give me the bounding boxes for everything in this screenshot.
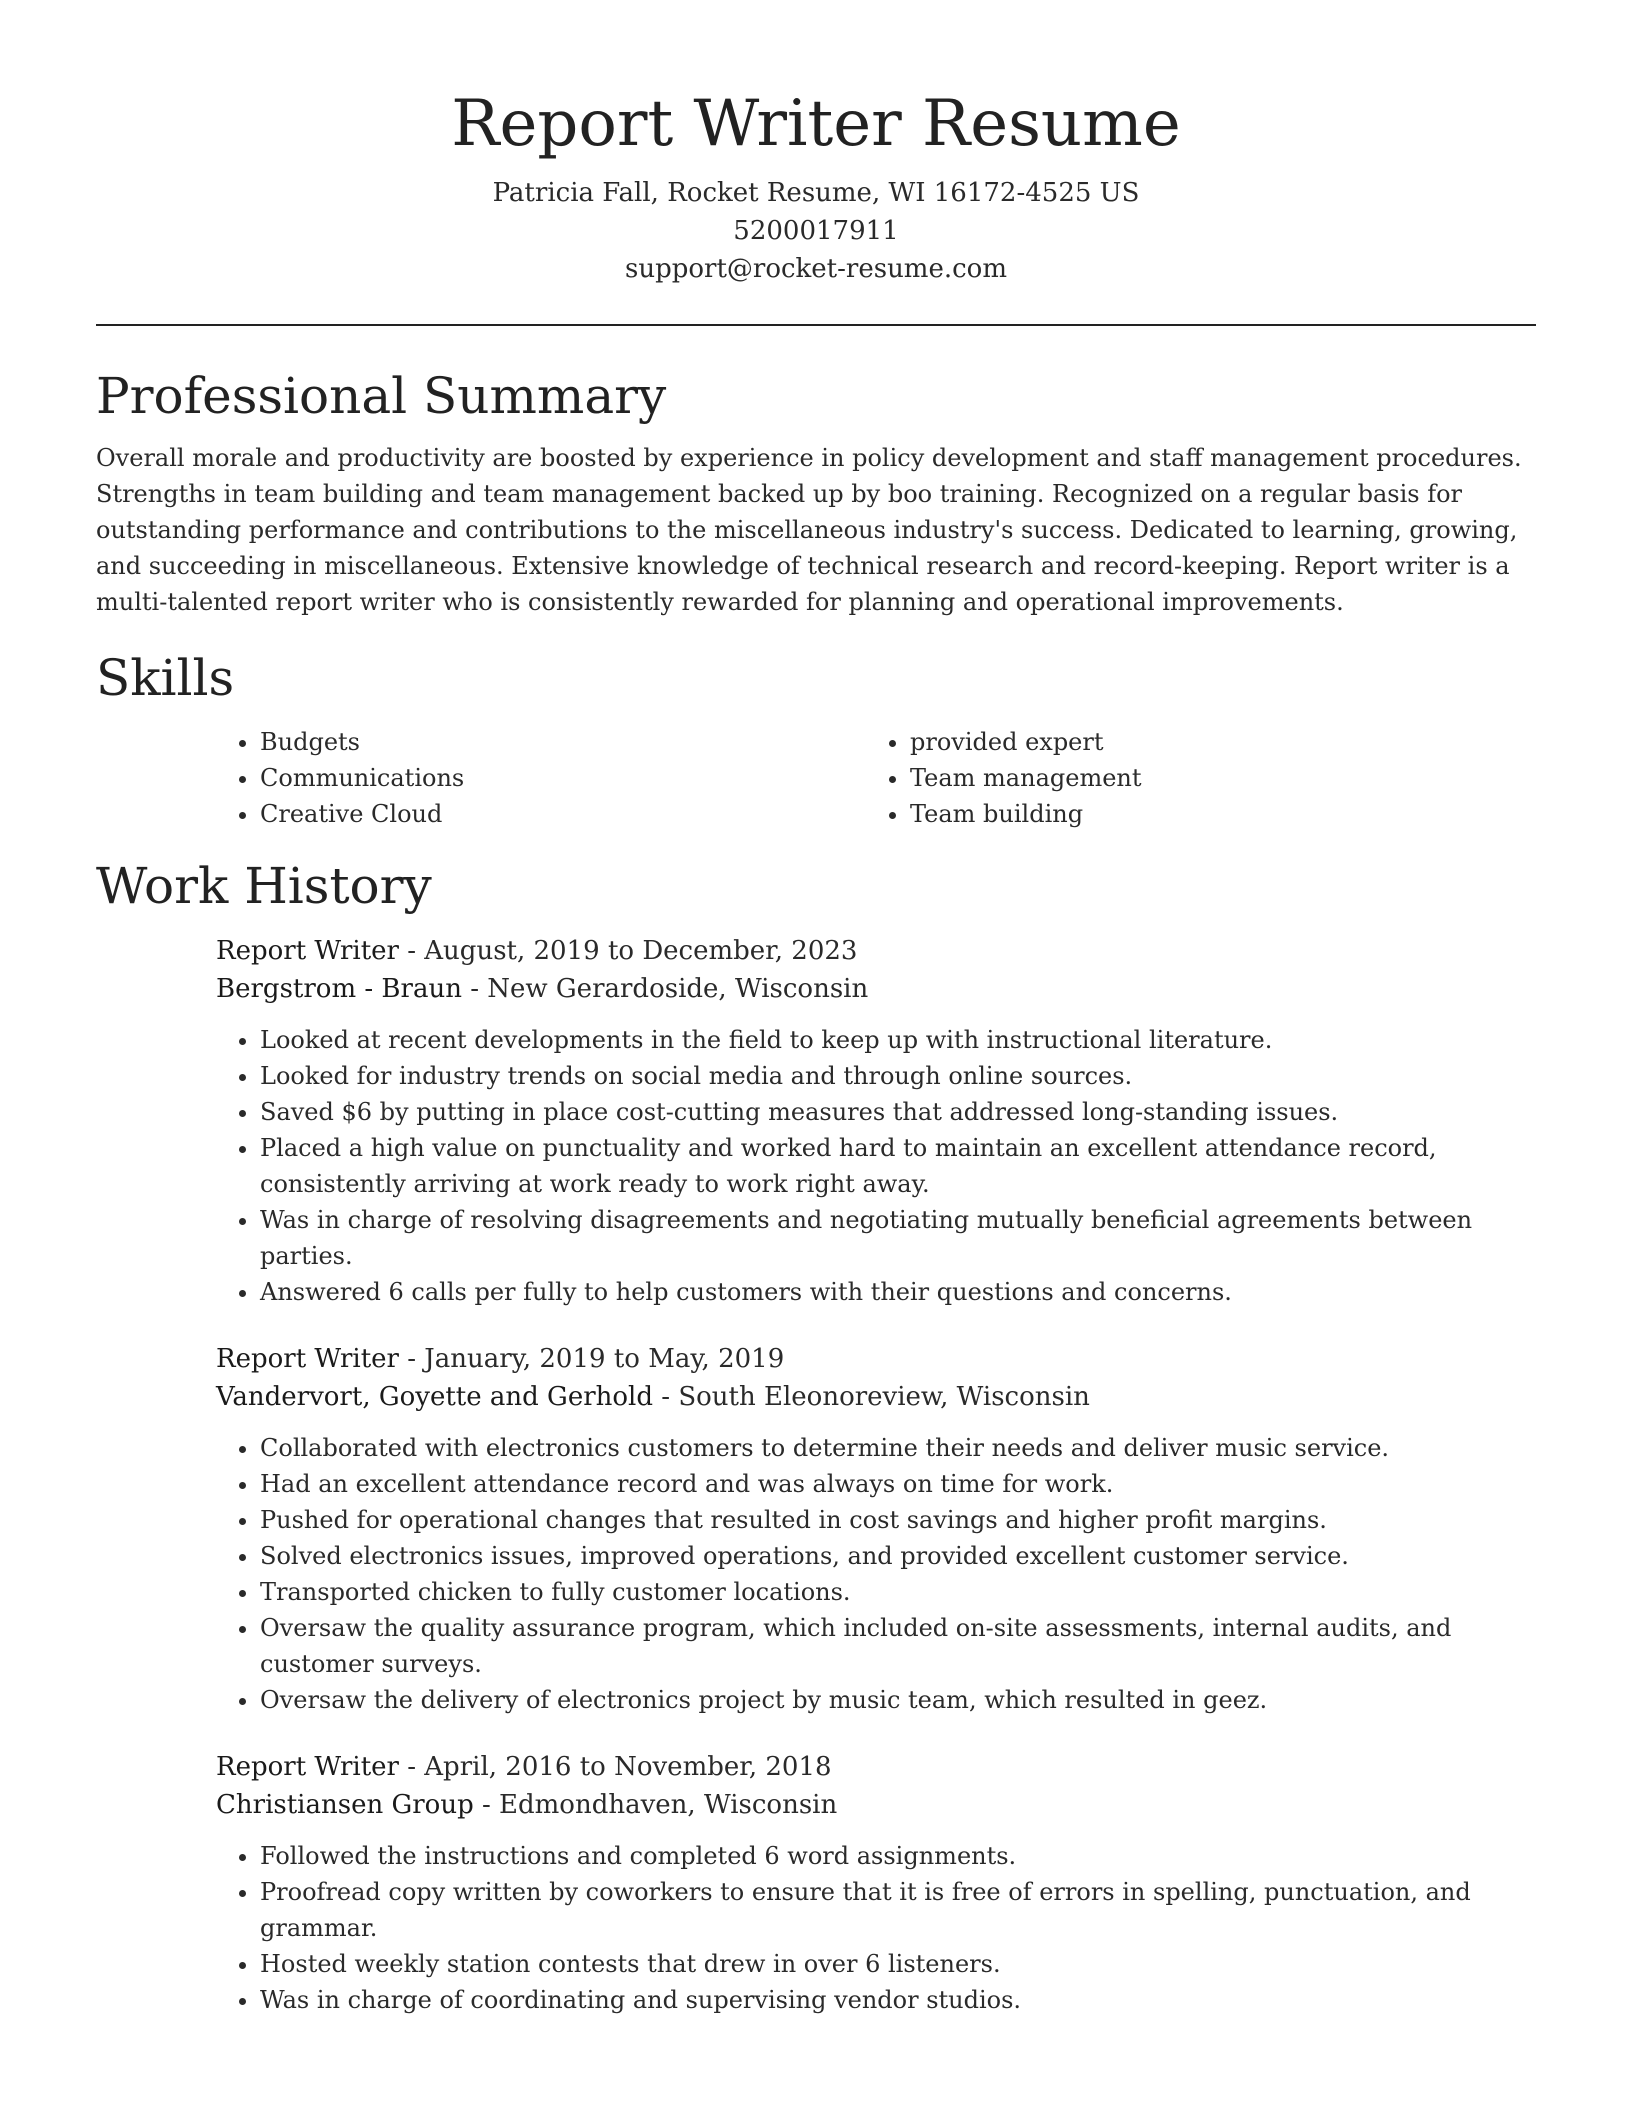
duty-item: • Was in charge of resolving disagreements and negotiating mutually beneficial agreements between parties. <box>260 1202 1536 1274</box>
job-title: Report Writer <box>216 1344 399 1374</box>
job-dates: - August, 2019 to December, 2023 <box>398 936 858 966</box>
duty-item: • Proofread copy written by coworkers to ensure that it is free of errors in spelling, punctuation, and grammar. <box>260 1874 1536 1946</box>
resume-header <box>96 84 1536 288</box>
duty-item: • Oversaw the quality assurance program, which included on-site assessments, internal audits, and customer surveys. <box>260 1610 1536 1682</box>
job-duties <box>216 1430 1536 1718</box>
skills-heading: Skills <box>96 649 235 707</box>
job-location: - New Gerardoside, Wisconsin <box>461 974 869 1004</box>
skill-item: • Team management <box>910 760 1536 796</box>
duty-item: • Was in charge of coordinating and supervising vendor studios. <box>260 1982 1536 2018</box>
job-entry <box>216 1340 1536 1718</box>
job-duties <box>216 1838 1536 2018</box>
job-duties <box>216 1022 1536 1310</box>
duty-item: • Pushed for operational changes that resulted in cost savings and higher profit margins. <box>260 1502 1536 1538</box>
job-company: Christiansen Group <box>216 1790 474 1820</box>
job-company-line <box>216 1786 1536 1824</box>
job-title: Report Writer <box>216 1752 399 1782</box>
duty-item: • Placed a high value on punctuality and worked hard to maintain an excellent attendance record, consistently arriving at work ready to work right away. <box>260 1130 1536 1202</box>
job-location: - South Eleonoreview, Wisconsin <box>653 1382 1090 1412</box>
job-title-line <box>216 932 1536 970</box>
job-title-line <box>216 1748 1536 1786</box>
skill-item: • Team building <box>910 796 1536 832</box>
duty-item: • Hosted weekly station contests that drew in over 6 listeners. <box>260 1946 1536 1982</box>
summary-heading: Professional Summary <box>96 367 667 425</box>
contact-phone: 5200017911 <box>733 216 899 246</box>
job-entry <box>216 1748 1536 2018</box>
duty-item: • Transported chicken to fully customer locations. <box>260 1574 1536 1610</box>
contact-email: support@rocket-resume.com <box>624 254 1007 284</box>
job-company-line <box>216 1378 1536 1416</box>
page-title: Report Writer Resume <box>451 87 1181 161</box>
skills-column-left <box>216 724 866 832</box>
duty-item: • Answered 6 calls per fully to help customers with their questions and concerns. <box>260 1274 1536 1310</box>
header-divider <box>96 324 1536 326</box>
duty-item: • Solved electronics issues, improved operations, and provided excellent customer service. <box>260 1538 1536 1574</box>
job-location: - Edmondhaven, Wisconsin <box>473 1790 838 1820</box>
job-dates: - January, 2019 to May, 2019 <box>398 1344 785 1374</box>
job-company: Vandervort, Goyette and Gerhold <box>216 1382 653 1412</box>
job-title: Report Writer <box>216 936 399 966</box>
skill-item: • Budgets <box>260 724 866 760</box>
work-history-heading: Work History <box>96 857 432 915</box>
job-company-line <box>216 970 1536 1008</box>
skill-item: • Creative Cloud <box>260 796 866 832</box>
skill-item: • Communications <box>260 760 866 796</box>
duty-item: • Looked for industry trends on social media and through online sources. <box>260 1058 1536 1094</box>
duty-item: • Followed the instructions and completed 6 word assignments. <box>260 1838 1536 1874</box>
job-title-line <box>216 1340 1536 1378</box>
job-dates: - April, 2016 to November, 2018 <box>398 1752 832 1782</box>
duty-item: • Saved $6 by putting in place cost-cutting measures that addressed long-standing issues. <box>260 1094 1536 1130</box>
duty-item: • Looked at recent developments in the field to keep up with instructional literature. <box>260 1022 1536 1058</box>
job-entry <box>216 932 1536 1310</box>
skills-list <box>216 724 1536 832</box>
skills-column-right <box>866 724 1536 832</box>
duty-item: • Had an excellent attendance record and was always on time for work. <box>260 1466 1536 1502</box>
duty-item: • Collaborated with electronics customers to determine their needs and deliver music service. <box>260 1430 1536 1466</box>
duty-item: • Oversaw the delivery of electronics project by music team, which resulted in geez. <box>260 1682 1536 1718</box>
summary-text: Overall morale and productivity are boosted by experience in policy development and staff management procedures. Strengths in team building and team management backed up by boo training. Recognized on a regular basis for outstanding performance and contributions to the miscellaneous industry's success. Dedicated to learning, growing, and succeeding in miscellaneous. Extensive knowledge of technical research and record-keeping. Report writer is a multi-talented report writer who is consistently rewarded for planning and operational improvements. <box>96 444 1522 616</box>
contact-address: Patricia Fall, Rocket Resume, WI 16172-4525 US <box>492 178 1140 208</box>
job-company: Bergstrom - Braun <box>216 974 462 1004</box>
skill-item: • provided expert <box>910 724 1536 760</box>
